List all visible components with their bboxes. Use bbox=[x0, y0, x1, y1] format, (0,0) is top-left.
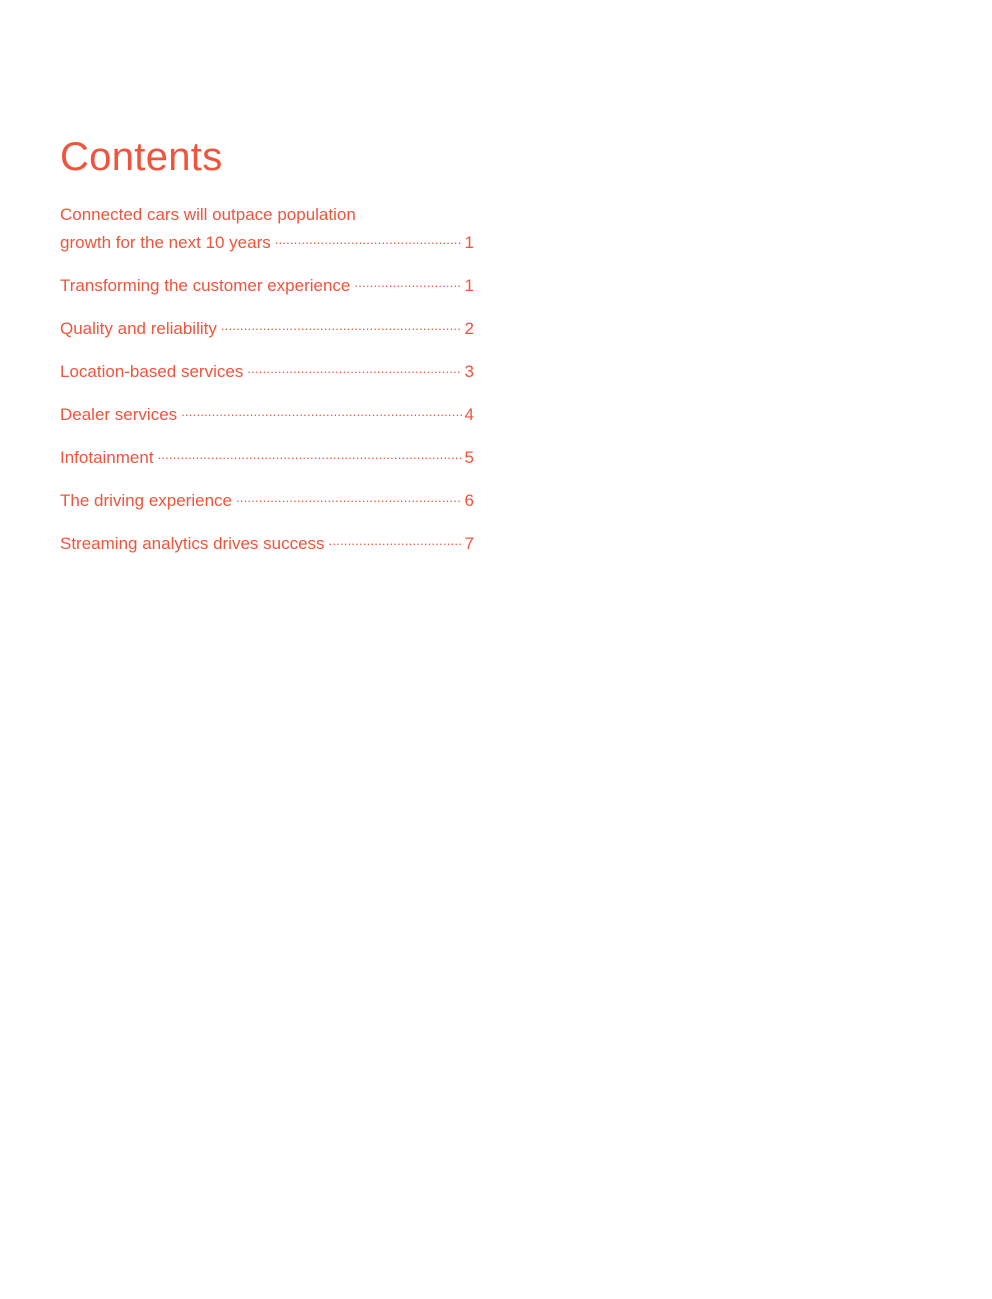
toc-page-number: 1 bbox=[464, 276, 474, 295]
toc-page-number: 1 bbox=[464, 233, 474, 252]
toc-entry-label: Location-based services bbox=[60, 362, 244, 381]
toc-entry-connected-cars[interactable] bbox=[60, 204, 474, 254]
toc-entry-label: Streaming analytics drives success bbox=[60, 534, 325, 553]
toc-page-number: 7 bbox=[464, 534, 474, 553]
toc-entry-dealer-services[interactable] bbox=[60, 398, 474, 426]
toc-entry-infotainment[interactable] bbox=[60, 441, 474, 469]
toc-page-number: 5 bbox=[464, 448, 474, 467]
toc-entry-label: The driving experience bbox=[60, 491, 232, 510]
toc-entry-streaming-analytics[interactable] bbox=[60, 527, 474, 555]
toc-entry-label: Quality and reliability bbox=[60, 319, 217, 338]
toc-page-number: 6 bbox=[464, 491, 474, 510]
toc-dot-leader bbox=[354, 269, 462, 291]
toc-entry-driving-experience[interactable] bbox=[60, 484, 474, 512]
toc-entry-label: Dealer services bbox=[60, 405, 178, 424]
toc-dot-leader bbox=[236, 484, 462, 506]
toc-page-number: 2 bbox=[464, 319, 474, 338]
toc-dot-leader bbox=[158, 441, 462, 463]
toc-page-number: 3 bbox=[464, 362, 474, 381]
toc-page-number: 4 bbox=[464, 405, 474, 424]
toc-entry-quality-reliability[interactable] bbox=[60, 312, 474, 340]
table-of-contents bbox=[60, 204, 474, 570]
toc-dot-leader bbox=[221, 312, 462, 334]
toc-dot-leader bbox=[247, 355, 462, 377]
toc-entry-label-line1: Connected cars will outpace population bbox=[60, 205, 356, 224]
toc-entry-customer-experience[interactable] bbox=[60, 269, 474, 297]
toc-entry-label: growth for the next 10 years bbox=[60, 233, 271, 252]
toc-dot-leader bbox=[181, 398, 462, 420]
page-title: Contents bbox=[60, 135, 223, 179]
toc-entry-label: Transforming the customer experience bbox=[60, 276, 351, 295]
toc-dot-leader bbox=[329, 527, 462, 549]
toc-entry-location-based-services[interactable] bbox=[60, 355, 474, 383]
toc-dot-leader bbox=[275, 226, 462, 248]
toc-entry-label: Infotainment bbox=[60, 448, 154, 467]
